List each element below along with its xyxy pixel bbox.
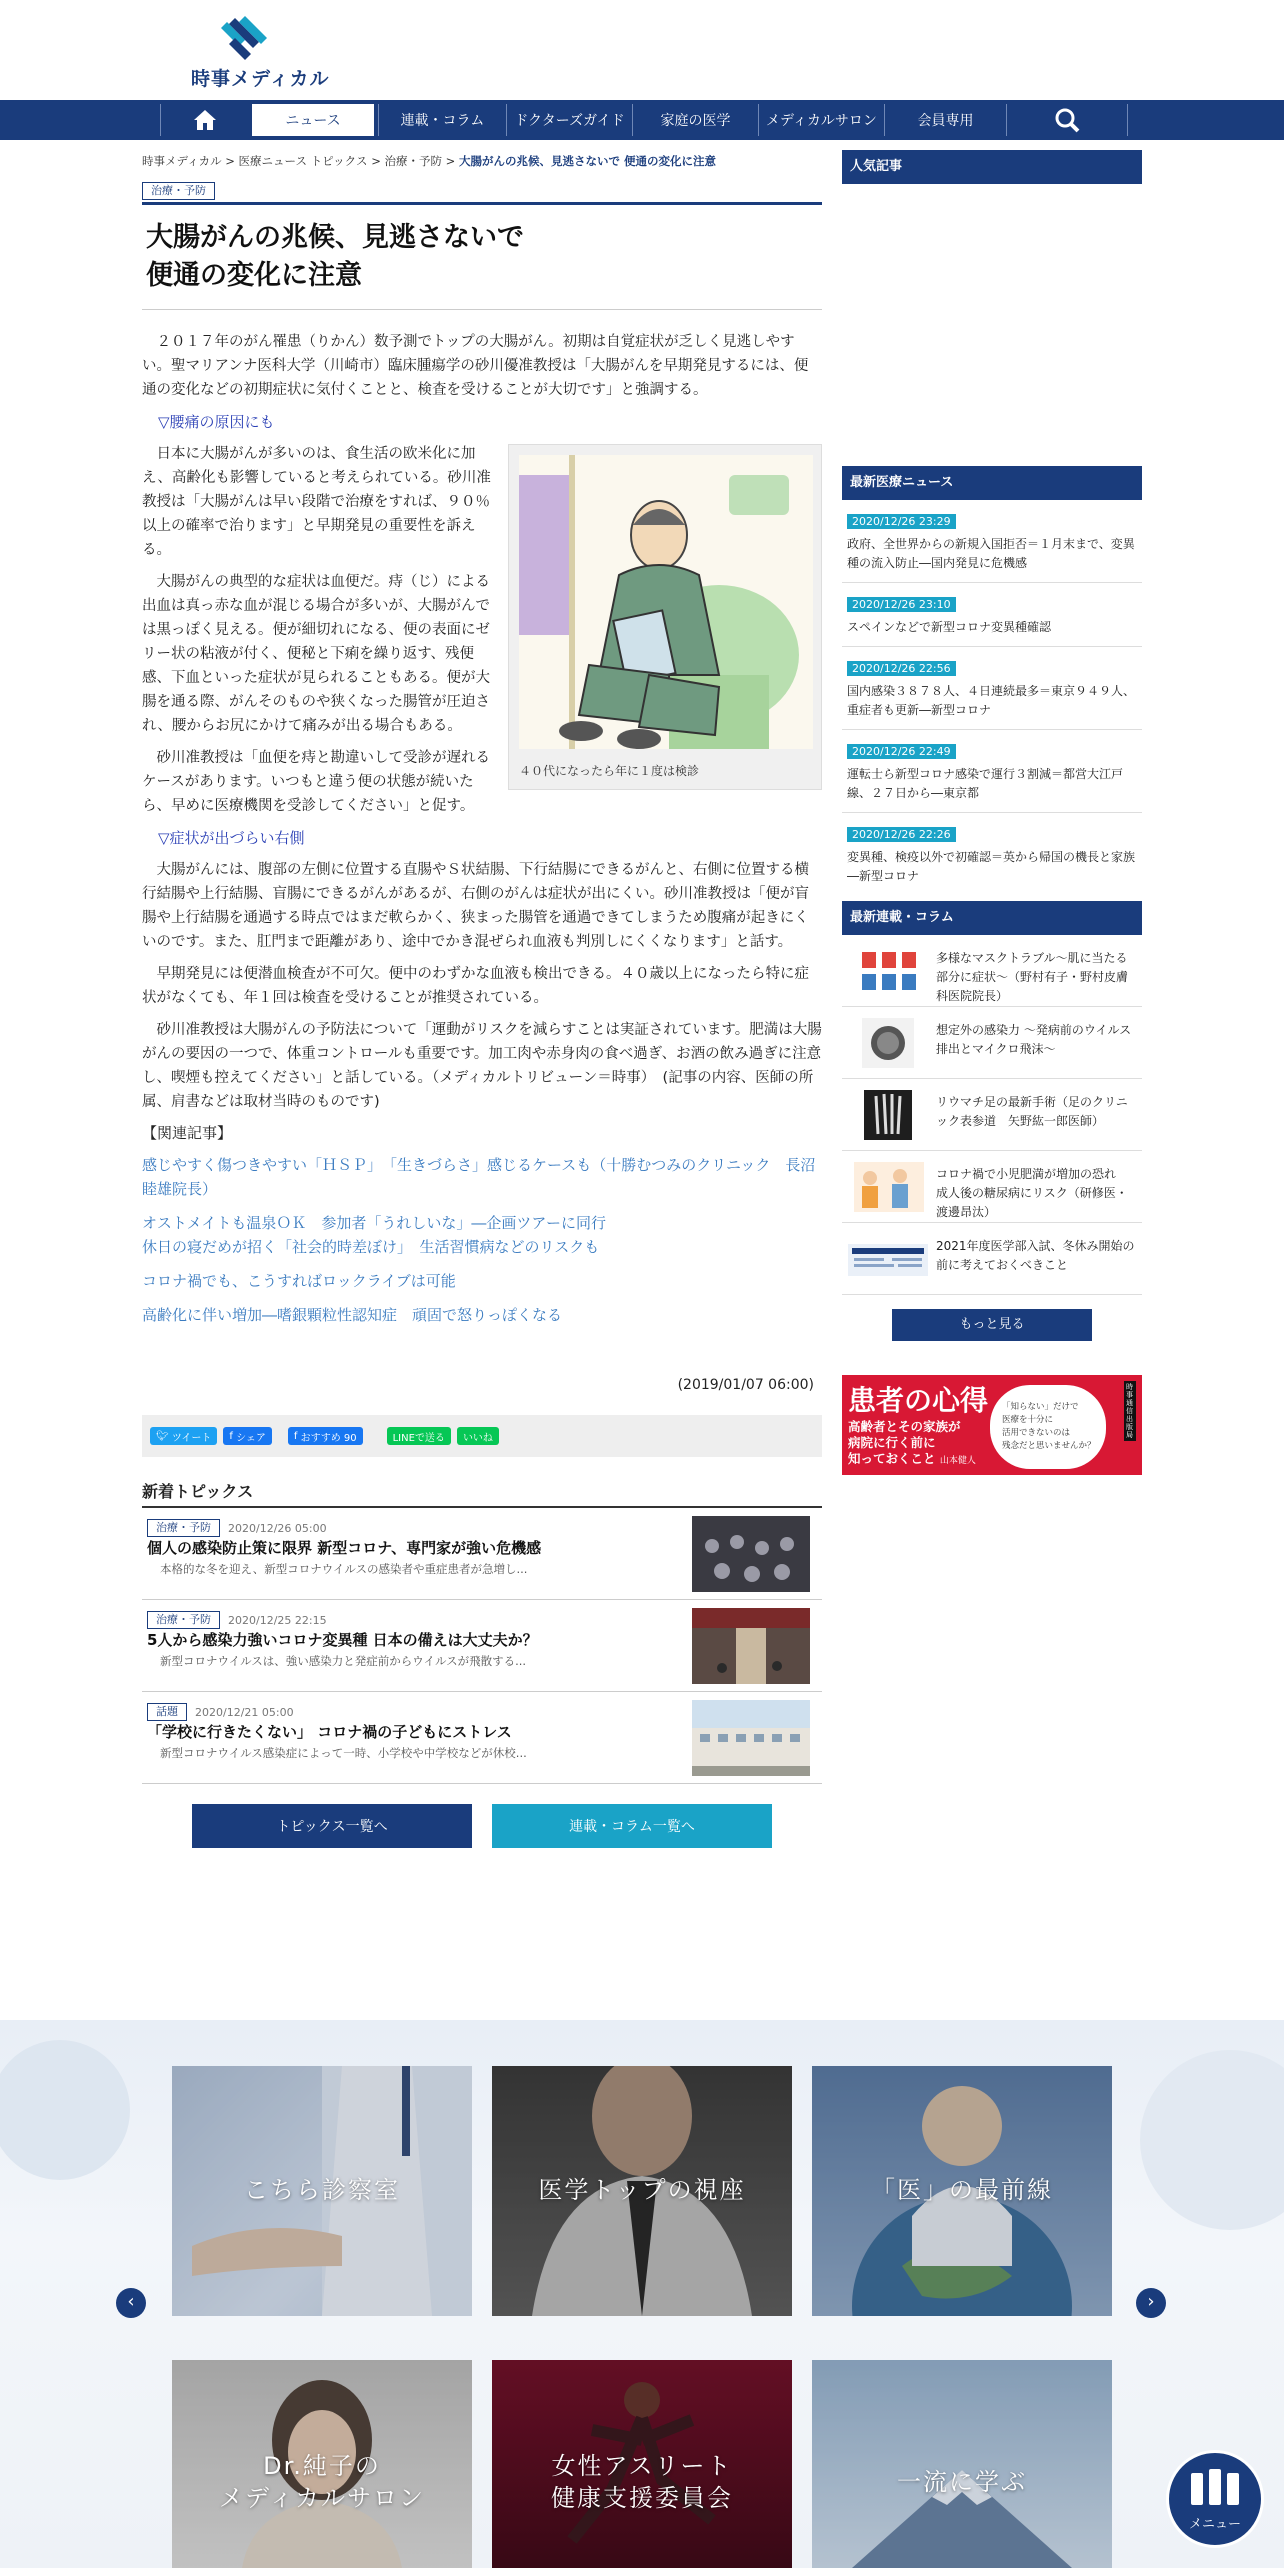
article-body (142, 330, 822, 1114)
article-title-line1: 大腸がんの兆候、見逃さないで (146, 222, 524, 253)
carousel-next-button[interactable] (1136, 2288, 1166, 2318)
tile-label: Dr.純子の メディカルサロン (218, 2452, 426, 2512)
column-item[interactable] (842, 1079, 1142, 1151)
divider (142, 309, 822, 310)
news-item[interactable] (842, 813, 1142, 895)
column-item[interactable] (842, 1151, 1142, 1223)
topic-date: 2020/12/25 22:15 (228, 1613, 327, 1627)
topic-summary: 新型コロナウイルスは、強い感染力と発症前からウイルスが飛散する... (160, 1654, 527, 1668)
related-link[interactable]: 高齢化に伴い増加―嗜銀顆粒性認知症 頑固で怒りっぽくなる (142, 1306, 563, 1324)
news-title[interactable]: 政府、全世界からの新規入国拒否＝１月末まで、変異種の流入防止―国内発見に危機感 (847, 537, 1135, 570)
line-send-button[interactable]: LINEで送る (387, 1427, 451, 1445)
twitter-icon: 🐦︎ (156, 1430, 172, 1442)
title-divider (142, 202, 822, 205)
tile-dr-junko-salon[interactable] (172, 2360, 472, 2568)
topic-tag[interactable]: 話題 (147, 1703, 187, 1721)
global-nav (0, 100, 1284, 140)
toilet-man-illustration (519, 455, 813, 749)
banner-line: 病院に行く前に (848, 1435, 936, 1450)
topics-heading: 新着トピックス (142, 1479, 822, 1508)
breadcrumb-news[interactable]: 医療ニュース トピックス (238, 154, 368, 168)
news-title[interactable]: 国内感染３８７８人、４日連続最多＝東京９４９人、重症者も更新―新型コロナ (847, 684, 1136, 717)
banner-bubble-line: 活用できないのは (1002, 1428, 1071, 1438)
column-title[interactable]: 想定外の感染力 ～発病前のウイルス排出とマイクロ飛沫～ (936, 1023, 1132, 1056)
news-date: 2020/12/26 22:26 (847, 827, 956, 842)
search-icon (1054, 107, 1080, 133)
tile-frontline[interactable] (812, 2066, 1112, 2316)
article-paragraph: 大腸がんには、腹部の左側に位置する直腸やＳ状結腸、下行結腸にできるがんと、右側に位置する横行結腸や上行結腸、盲腸にできるがんがあるが、右側のがんは症状が出にくい。砂川准教授は「便が盲腸や上行結腸を通過する時点ではまだ軟らかく、狭まった腸管を通過できてしまうため腹痛が起きにくいのです。また、肛門まで距離があり、途中でかき混ぜられ血液も判別しにくくなります」と話す。 (142, 862, 809, 950)
tile-label: 一流に学ぶ (897, 2468, 1027, 2496)
topic-summary: 新型コロナウイルス感染症によって一時、小学校や中学校などが休校... (160, 1746, 527, 1760)
banner-line: 高齢者とその家族が (848, 1419, 961, 1434)
breadcrumb-separator: > (442, 154, 459, 168)
more-columns-button[interactable]: もっと見る (892, 1309, 1092, 1341)
banner-bubble-line: 「知らない」だけで (1002, 1402, 1079, 1412)
chevron-left-icon: ‹ (127, 2291, 135, 2312)
breadcrumb-separator: > (367, 154, 385, 168)
topic-item[interactable] (142, 1600, 822, 1692)
article-paragraph: 早期発見には便潜血検査が不可欠。便中のわずかな血液も検出できる。４０歳以上になったら特に症状がなくても、年１回は検査を受けることが推奨されている。 (142, 966, 809, 1006)
main-column (142, 140, 822, 1848)
topic-item[interactable] (142, 1692, 822, 1784)
related-link[interactable]: オストメイトも温泉ＯＫ 参加者「うれしいな」―企画ツアーに同行 (142, 1214, 606, 1232)
article-title-line2: 便通の変化に注意 (146, 260, 362, 291)
column-item[interactable] (842, 1223, 1142, 1295)
column-item[interactable] (842, 1007, 1142, 1079)
popular-heading: 人気記事 (842, 150, 1142, 184)
breadcrumb-category[interactable]: 治療・予防 (384, 154, 443, 168)
line-like-button[interactable]: いいね (457, 1427, 499, 1445)
news-title[interactable]: スペインなどで新型コロナ変異種確認 (847, 620, 1052, 634)
banner-bubble-line: 残念だと思いませんか？ (1002, 1441, 1096, 1451)
column-title[interactable]: リウマチ足の最新手術（足のクリニック表参道 矢野紘一郎医師） (936, 1095, 1128, 1128)
topic-thumbnail[interactable] (692, 1700, 810, 1776)
breadcrumb-home[interactable]: 時事メディカル (142, 154, 222, 168)
column-thumbnail[interactable] (848, 1090, 928, 1140)
article-title (146, 219, 822, 295)
breadcrumb (142, 153, 822, 169)
logo-text: 時事メディカル (191, 68, 330, 90)
facebook-icon: f (293, 1430, 301, 1442)
topic-tag[interactable]: 治療・予防 (147, 1519, 220, 1537)
banner-bubble-line: 医療を十分に (1002, 1415, 1054, 1425)
facebook-icon: f (229, 1430, 237, 1442)
latest-news-heading: 最新医療ニュース (842, 466, 1142, 500)
related-link[interactable]: コロナ禍でも、こうすればロックライブは可能 (142, 1272, 456, 1290)
tile-label: 「医」の最前線 (871, 2176, 1053, 2204)
article-paragraph: 砂川准教授は「血便を痔と勘違いして受診が遅れるケースがあります。いつもと違う便の状態が続いたら、早めに医療機関を受診してください」と促す。 (142, 750, 490, 814)
topic-title[interactable]: 個人の感染防止策に限界 新型コロナ、専門家が強い危機感 (147, 1539, 542, 1557)
menu-button[interactable] (1166, 2450, 1264, 2548)
nav-home[interactable] (160, 104, 248, 136)
banner-publisher: 時事通信出版局 (1124, 1381, 1136, 1441)
article-figure (508, 444, 822, 790)
breadcrumb-separator: > (221, 154, 239, 168)
topic-date: 2020/12/21 05:00 (195, 1705, 294, 1719)
topic-thumbnail[interactable] (692, 1516, 810, 1592)
facebook-recommend-button[interactable]: f おすすめ 90 (288, 1427, 363, 1445)
news-date: 2020/12/26 22:49 (847, 744, 956, 759)
article-paragraph: 大腸がんの典型的な症状は血便だ。痔（じ）による出血は真っ赤な血が混じる場合が多いが、大腸がんでは黒っぽく見える。便が細切れになる、便の表面にゼリー状の粘液が付く、便秘と下痢を繰り返す、残便感、下血といった症状が見られることもある。便が大腸を通る際、がんそのものや狭くなった腸管が圧迫され、腰からお尻にかけて痛みが出る場合もある。 (142, 574, 490, 734)
nav-columns[interactable]: 連載・コラム (378, 104, 506, 136)
related-link[interactable]: 感じやすく傷つきやすい「ＨＳＰ」 「生きづらさ」感じるケースも（十勝むつみのクリニック 長沼睦雄院長） (142, 1156, 816, 1198)
related-link[interactable]: 休日の寝だめが招く「社会的時差ぼけ」 生活習慣病などのリスクも (142, 1238, 600, 1256)
popular-list (842, 184, 1142, 466)
banner-line: 知っておくこと (848, 1451, 936, 1466)
logo-mark-icon (219, 14, 269, 62)
column-thumbnail[interactable] (848, 1018, 928, 1068)
topic-thumbnail[interactable] (692, 1608, 810, 1684)
news-item[interactable] (842, 647, 1142, 730)
subheading: ▽腰痛の原因にも (158, 413, 275, 431)
column-title[interactable]: 多様なマスクトラブル～肌に当たる部分に症状～（野村有子・野村皮膚科医院院長） (936, 951, 1129, 1003)
book-banner[interactable] (842, 1375, 1142, 1475)
site-header (0, 0, 1284, 100)
tile-label: こちら診察室 (244, 2176, 400, 2204)
menu-label: メニュー (1188, 2517, 1241, 2532)
nav-doctors-guide[interactable]: ドクターズガイド (506, 104, 632, 136)
news-title[interactable]: 運転士ら新型コロナ感染で運行３割減＝都営大江戸線、２７日から―東京都 (847, 767, 1124, 800)
news-title[interactable]: 変異種、検疫以外で初確認＝英から帰国の機長と家族―新型コロナ (847, 850, 1136, 883)
column-thumbnail[interactable] (848, 946, 928, 996)
home-icon (193, 109, 217, 131)
site-logo[interactable] (185, 14, 330, 92)
carousel-prev-button[interactable] (116, 2288, 146, 2318)
news-item[interactable] (842, 500, 1142, 583)
news-date: 2020/12/26 22:56 (847, 661, 956, 676)
article-paragraph: 砂川准教授は大腸がんの予防法について「運動がリスクを減らすことは実証されています。肥満は大腸がんの要因の一つで、体重コントロールも重要です。加工肉や赤身肉の食べ過ぎ、お酒の飲み過ぎに注意し、喫煙も控えてください」と話している。（メディカルトリビューン＝時事） (記事の内容、医師の所属、肩書などは取材当時のものです) (142, 1022, 822, 1110)
column-title[interactable]: コロナ禍で小児肥満が増加の恐れ 成人後の糖尿病にリスク（研修医・渡邊昂汰） (936, 1167, 1129, 1219)
column-title[interactable]: 2021年度医学部入試、冬休み開始の前に考えておくべきこと (936, 1239, 1135, 1272)
column-thumbnail[interactable] (848, 1162, 928, 1212)
nav-members[interactable]: 会員専用 (884, 104, 1006, 136)
article-paragraph: 日本に大腸がんが多いのは、食生活の欧米化に加え、高齢化も影響していると考えられている。砂川准教授は「大腸がんは早い段階で治療をすれば、９０％以上の確率で治ります」と早期発見の重要性を訴える。 (142, 446, 491, 558)
topic-date: 2020/12/26 05:00 (228, 1521, 327, 1535)
article-lead: ２０１７年のがん罹患（りかん）数予測でトップの大腸がん。初期は自覚症状が乏しく見逃しやすい。聖マリアンナ医科大学（川崎市）臨床腫瘍学の砂川優准教授は「大腸がんを早期発見するには、便通の変化などの初期症状に気付くことと、検査を受けることが大切です」と強調する。 (142, 334, 809, 398)
topics-list-button[interactable]: トピックス一覧へ (192, 1804, 472, 1848)
column-item[interactable] (842, 935, 1142, 1007)
nav-medical-salon[interactable]: メディカルサロン (758, 104, 884, 136)
figure-caption: ４０代になったら年に１度は検診 (519, 764, 700, 778)
news-date: 2020/12/26 23:10 (847, 597, 956, 612)
books-icon (1185, 2467, 1245, 2507)
related-heading: 【関連記事】 (142, 1124, 233, 1142)
feature-carousel (0, 2020, 1284, 2568)
facebook-share-button[interactable]: f シェア (223, 1427, 272, 1445)
nav-news[interactable]: ニュース (252, 104, 374, 136)
banner-author: 山本健人 (939, 1456, 976, 1466)
breadcrumb-current: 大腸がんの兆候、見逃さないで 便通の変化に注意 (458, 154, 716, 168)
topic-summary: 本格的な冬を迎え、新型コロナウイルスの感染者や重症患者が急増し... (160, 1562, 528, 1576)
category-tag[interactable]: 治療・予防 (142, 182, 215, 200)
tweet-button[interactable]: 🐦︎ ツイート (150, 1427, 217, 1445)
tile-label: 医学トップの視座 (538, 2176, 746, 2204)
share-bar (142, 1415, 822, 1457)
nav-home-medicine[interactable]: 家庭の医学 (632, 104, 758, 136)
topic-item[interactable] (142, 1508, 822, 1600)
latest-columns-heading: 最新連載・コラム (842, 901, 1142, 935)
tile-medical-leaders[interactable] (492, 2066, 792, 2316)
news-item[interactable] (842, 583, 1142, 647)
nav-search[interactable] (1006, 104, 1128, 136)
news-item[interactable] (842, 730, 1142, 813)
topic-title[interactable]: 「学校に行きたくない」 コロナ禍の子どもにストレス (147, 1723, 512, 1741)
topic-title[interactable]: 5人から感染力強いコロナ変異種 日本の備えは大丈夫か？ (147, 1631, 538, 1649)
publish-date: (2019/01/07 06:00) (677, 1377, 814, 1393)
sidebar (842, 150, 1142, 1475)
tile-learn-from-best[interactable] (812, 2360, 1112, 2568)
news-date: 2020/12/26 23:29 (847, 514, 956, 529)
column-thumbnail[interactable] (848, 1234, 928, 1284)
banner-title: 患者の心得 (848, 1384, 989, 1417)
topic-tag[interactable]: 治療・予防 (147, 1611, 220, 1629)
tile-label: 女性アスリート 健康支援委員会 (551, 2452, 733, 2512)
chevron-right-icon: › (1147, 2291, 1155, 2312)
columns-list-button[interactable]: 連載・コラム一覧へ (492, 1804, 772, 1848)
subheading: ▽症状が出づらい右側 (158, 829, 305, 847)
tile-consultation-room[interactable] (172, 2066, 472, 2316)
tile-female-athlete[interactable] (492, 2360, 792, 2568)
